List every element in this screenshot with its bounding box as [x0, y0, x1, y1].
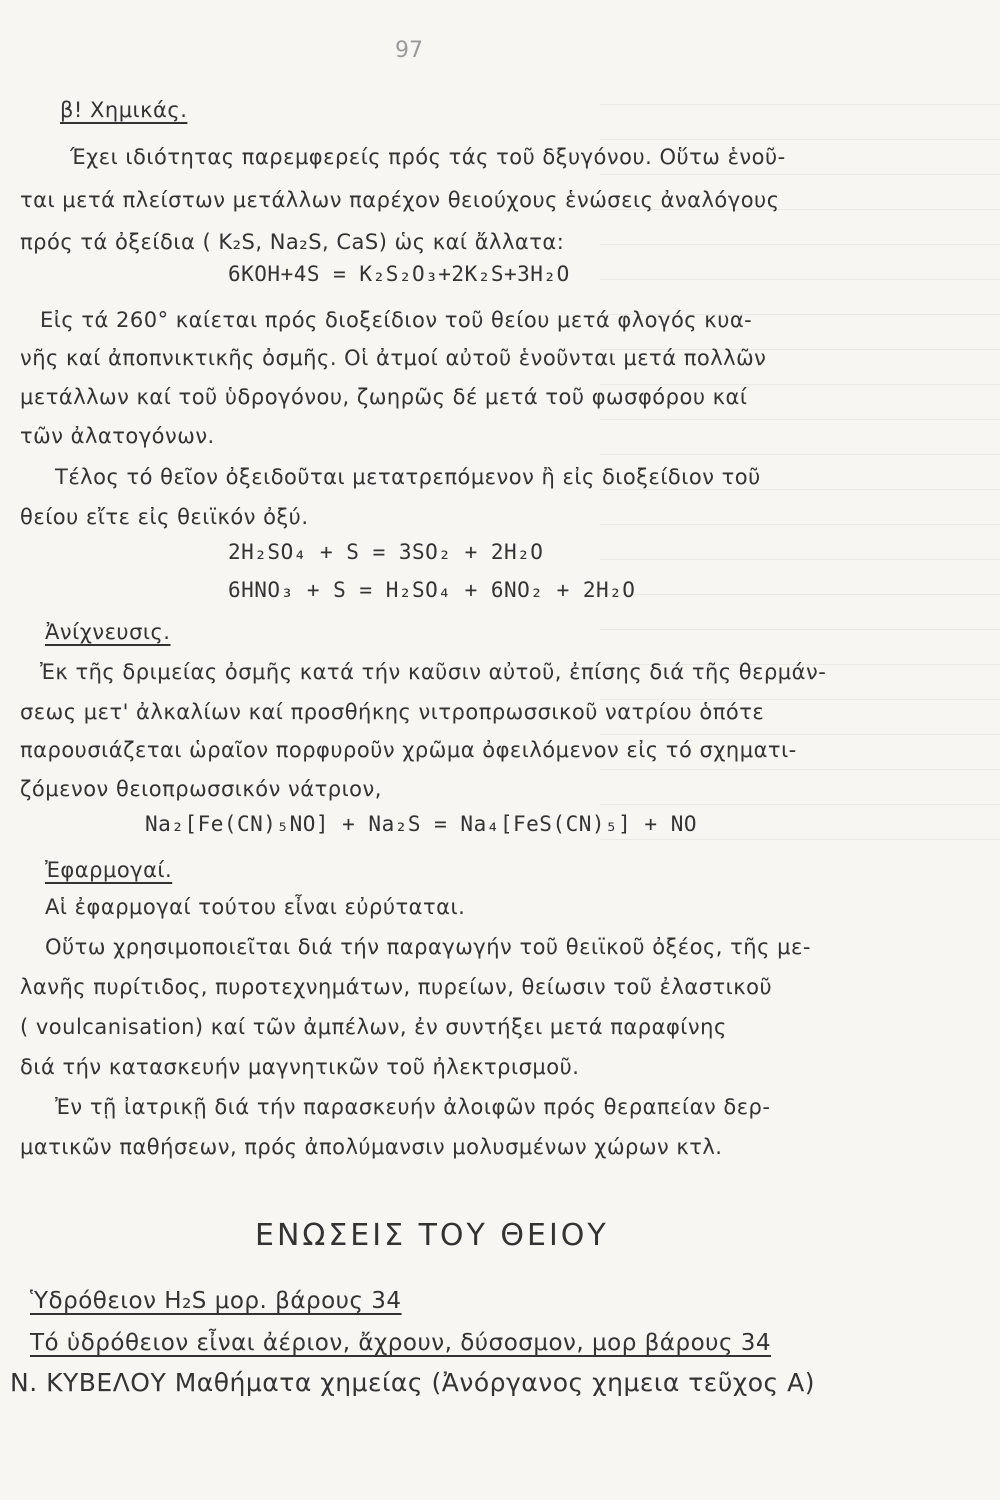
text-line: μετάλλων καί τοῦ ὑδρογόνου, ζωηρῶς δέ μετά τοῦ φωσφόρου καί	[20, 385, 748, 409]
text-line: λανῆς πυρίτιδος, πυροτεχνημάτων, πυρείων, θείωσιν τοῦ ἐλαστικοῦ	[20, 975, 773, 999]
text-line: σεως μετ' ἀλκαλίων καί προσθήκης νιτροπρωσσικοῦ νατρίου ὁπότε	[20, 700, 765, 724]
author-footer: Ν. ΚΥΒΕΛΟΥ Μαθήματα χημείας (Ἀνόργανος χημεια τεῦχος Α)	[10, 1368, 815, 1397]
text-line: Τό ὑδρόθειον εἶναι ἀέριον, ἄχρουν, δύσοσμον, μορ βάρους 34	[30, 1330, 772, 1356]
hydrogen-sulfide-subheading: Ὑδρόθειον H₂S μορ. βάρους 34	[30, 1288, 402, 1314]
text-line: Τέλος τό θεῖον ὀξειδοῦται μετατρεπόμενον ἢ εἰς διοξείδιον τοῦ	[55, 465, 761, 489]
text-line: πρός τά ὀξείδια ( K₂S, Na₂S, CaS) ὡς καί ἄλλατα:	[20, 230, 565, 254]
text-line: παρουσιάζεται ὡραῖον πορφυροῦν χρῶμα ὀφειλόμενον εἰς τό σχηματι-	[20, 738, 797, 762]
bleed-through-texture	[600, 70, 1000, 850]
section-title-chemical: β! Χημικάς.	[60, 98, 188, 122]
text-line: Αἱ ἐφαρμογαί τούτου εἶναι εὐρύταται.	[45, 895, 466, 919]
text-line: νῆς καί ἀποπνικτικῆς ὀσμῆς. Οἱ ἀτμοί αὐτοῦ ἑνοῦνται μετά πολλῶν	[20, 346, 767, 370]
section-title-applications: Ἐφαρμογαί.	[45, 858, 173, 882]
text-line: Έχει ιδιότητας παρεμφερείς πρός τάς τοῦ δξυγόνου. Οὕτω ἑνοῦ-	[70, 145, 786, 169]
text-line: Ἐν τῇ ἰατρικῇ διά τήν παρασκευήν ἀλοιφῶν πρός θεραπείαν δερ-	[55, 1095, 771, 1119]
text-line: διά τήν κατασκευήν μαγνητικῶν τοῦ ἠλεκτρισμοῦ.	[20, 1055, 580, 1079]
text-line: θείου εἴτε εἰς θειϊκόν ὀξύ.	[20, 505, 309, 529]
text-line: τῶν ἀλατογόνων.	[20, 424, 215, 448]
text-line: Οὕτω χρησιμοποιεῖται διά τήν παραγωγήν τοῦ θειϊκοῦ ὀξέος, τῆς με-	[45, 935, 811, 959]
compounds-heading: ΕΝΩΣΕΙΣ ΤΟΥ ΘΕΙΟΥ	[255, 1218, 609, 1253]
text-line: Ἐκ τῆς δριμείας ὀσμῆς κατά τήν καῦσιν αὐτοῦ, ἐπίσης διά τῆς θερμάν-	[40, 660, 827, 684]
text-line: ( voulcanisation) καί τῶν ἀμπέλων, ἐν συντήξει μετά παραφίνης	[20, 1015, 727, 1039]
equation: 2H₂SO₄ + S = 3SO₂ + 2H₂O	[228, 540, 544, 564]
text-line: ται μετά πλείστων μετάλλων παρέχον θειούχους ἑνώσεις ἀναλόγους	[20, 188, 780, 212]
page-number: 97	[395, 38, 423, 63]
equation: 6KOH+4S = K₂S₂O₃+2K₂S+3H₂O	[228, 262, 570, 286]
text-line: ζόμενον θειοπρωσσικόν νάτριον,	[20, 777, 382, 801]
equation: 6HNO₃ + S = H₂SO₄ + 6NO₂ + 2H₂O	[228, 578, 636, 602]
section-title-detection: Ἀνίχνευσις.	[45, 620, 171, 644]
text-line: Εἰς τά 260° καίεται πρός διοξείδιον τοῦ θείου μετά φλογός κυα-	[40, 308, 753, 332]
text-line: ματικῶν παθήσεων, πρός ἀπολύμανσιν μολυσμένων χώρων κτλ.	[20, 1135, 723, 1159]
equation: Na₂[Fe(CN)₅NO] + Na₂S = Na₄[FeS(CN)₅] + NO	[145, 812, 698, 836]
